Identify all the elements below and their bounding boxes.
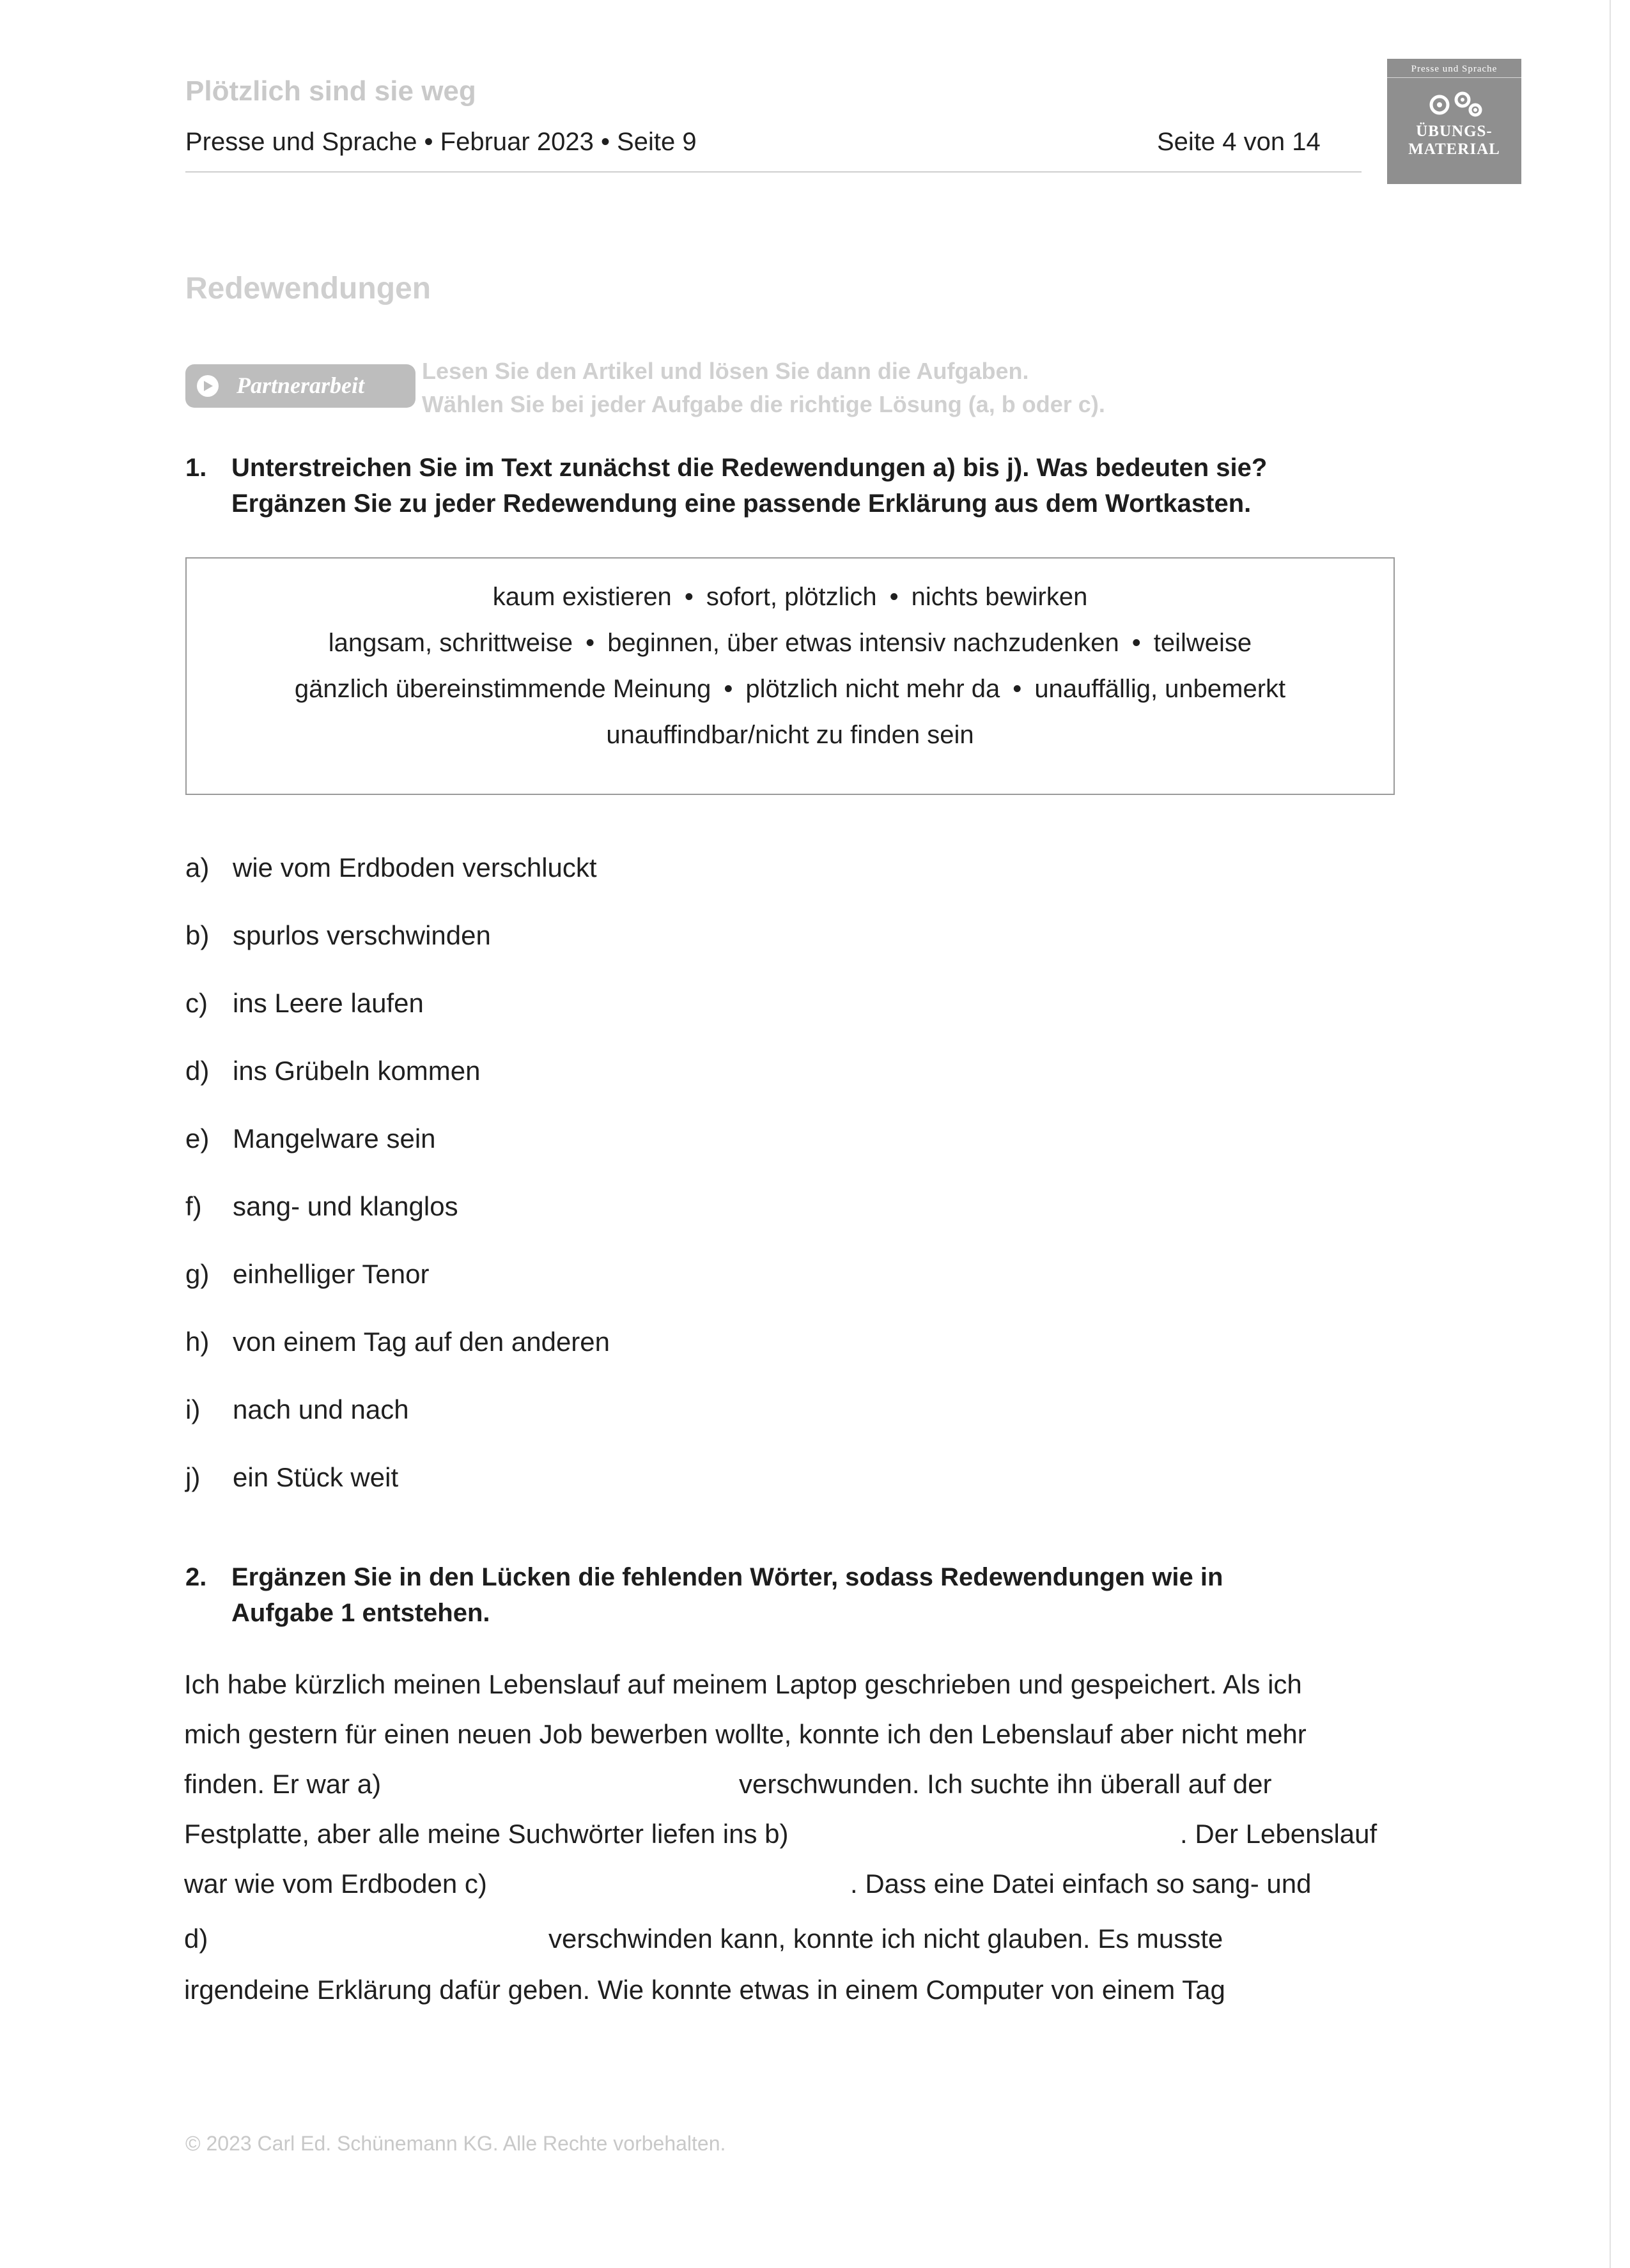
idiom-letter: b)	[185, 920, 210, 950]
cloze-line-4b: . Der Lebenslauf	[1180, 1819, 1378, 1849]
task-2-instructions	[185, 1559, 1528, 1636]
cloze-line-5b: . Dass eine Datei einfach so sang- und	[850, 1869, 1312, 1899]
idiom-letter: j)	[185, 1462, 201, 1492]
word-box-term: teilweise	[1153, 629, 1252, 657]
idiom-text: wie vom Erdboden verschluckt	[233, 852, 597, 883]
idiom-letter: c)	[185, 988, 208, 1018]
word-box-row-4	[187, 712, 1393, 758]
idiom-letter: f)	[185, 1191, 202, 1221]
series-title: Plötzlich sind sie weg	[185, 75, 476, 107]
idiom-letter: e)	[185, 1123, 210, 1153]
task-1-line-1: Unterstreichen Sie im Text zunächst die Redewendungen a) bis j). Was bedeuten sie?	[231, 454, 1268, 482]
word-box	[185, 557, 1395, 795]
word-box-term: nichts bewirken	[911, 583, 1088, 611]
cloze-line-7: irgendeine Erklärung dafür geben. Wie konnte etwas in einem Computer von einem Tag	[184, 1975, 1225, 2005]
idiom-item	[185, 1394, 409, 1425]
idiom-text: von einem Tag auf den anderen	[233, 1327, 610, 1357]
idiom-text: sang- und klanglos	[233, 1191, 458, 1221]
task-2-number: 2.	[185, 1563, 207, 1591]
partner-work-badge	[185, 364, 415, 408]
idiom-text: einhelliger Tenor	[233, 1259, 430, 1289]
idiom-letter: a)	[185, 852, 210, 883]
idiom-text: spurlos verschwinden	[233, 920, 491, 950]
word-box-term: kaum existieren	[492, 583, 672, 611]
separator-dot: •	[724, 675, 733, 703]
idiom-item	[185, 1191, 458, 1222]
word-box-row-2	[187, 620, 1393, 666]
idiom-item	[185, 1327, 610, 1357]
idiom-item	[185, 1123, 436, 1154]
idiom-item	[185, 920, 491, 951]
idiom-letter: i)	[185, 1394, 201, 1424]
separator-dot: •	[1013, 675, 1022, 703]
word-box-term: plötzlich nicht mehr da	[745, 675, 1000, 703]
idiom-item	[185, 988, 424, 1019]
idiom-text: ein Stück weit	[233, 1462, 399, 1492]
task-1-line-2: Ergänzen Sie zu jeder Redewendung eine passende Erklärung aus dem Wortkasten.	[231, 490, 1252, 518]
separator-dot: •	[889, 583, 899, 611]
cloze-line-2: mich gestern für einen neuen Job bewerben wollte, konnte ich den Lebenslauf aber nicht mehr	[184, 1719, 1307, 1749]
separator-dot: •	[586, 629, 595, 657]
idiom-text: ins Grübeln kommen	[233, 1056, 481, 1086]
bleedthrough-line-1: Lesen Sie den Artikel und lösen Sie dann die Aufgaben.	[422, 358, 1029, 384]
idiom-letter: h)	[185, 1327, 210, 1357]
cloze-line-5a: war wie vom Erdboden c)	[184, 1869, 487, 1899]
source-line: Presse und Sprache • Februar 2023 • Seite 9	[185, 128, 697, 156]
separator-dot: •	[1131, 629, 1141, 657]
word-box-term: gänzlich übereinstimmende Meinung	[294, 675, 711, 703]
idiom-text: nach und nach	[233, 1394, 409, 1424]
task-1-text	[231, 450, 1484, 521]
task-2-line-2: Aufgabe 1 entstehen.	[231, 1599, 490, 1627]
section-title: Redewendungen	[185, 272, 431, 305]
cloze-line-3b: verschwunden. Ich suchte ihn überall auf der	[739, 1769, 1272, 1799]
task-2-text	[231, 1559, 1484, 1631]
idiom-text: Mangelware sein	[233, 1123, 436, 1153]
idiom-letter: g)	[185, 1259, 210, 1289]
cloze-line-6b: verschwinden kann, konnte ich nicht glauben. Es musste	[548, 1924, 1223, 1954]
arrow-right-icon	[197, 375, 219, 397]
header-divider	[185, 171, 1362, 173]
cloze-line-1: Ich habe kürzlich meinen Lebenslauf auf meinem Laptop geschrieben und gespeichert. Als ich	[184, 1669, 1302, 1699]
separator-dot: •	[684, 583, 694, 611]
task-1-instructions	[185, 450, 1528, 527]
bleedthrough-line-2: Wählen Sie bei jeder Aufgabe die richtige Lösung (a, b oder c).	[422, 391, 1105, 417]
idiom-item	[185, 852, 597, 883]
copyright-footer: © 2023 Carl Ed. Schünemann KG. Alle Rechte vorbehalten.	[185, 2132, 726, 2155]
idiom-item	[185, 1259, 429, 1290]
word-box-row-1	[187, 574, 1393, 620]
partner-work-label: Partnerarbeit	[237, 373, 365, 398]
word-box-term: sofort, plötzlich	[706, 583, 877, 611]
page-count: Seite 4 von 14	[1157, 128, 1321, 156]
badge-label-line2: MATERIAL	[1408, 141, 1500, 158]
idiom-item	[185, 1462, 398, 1493]
task-1-number: 1.	[185, 454, 207, 482]
word-box-term: unauffindbar/nicht zu finden sein	[606, 721, 974, 749]
badge-label-line1: ÜBUNGS-	[1416, 123, 1493, 140]
idiom-letter: d)	[185, 1056, 210, 1086]
word-box-term: langsam, schrittweise	[328, 629, 573, 657]
gears-icon	[1387, 84, 1521, 123]
word-box-row-3	[187, 666, 1393, 712]
cloze-line-4a: Festplatte, aber alle meine Suchwörter liefen ins b)	[184, 1819, 789, 1849]
idiom-item	[185, 1056, 481, 1086]
cloze-line-6a: d)	[184, 1924, 208, 1954]
scan-edge	[1610, 0, 1611, 2268]
word-box-term: beginnen, über etwas intensiv nachzudenken	[607, 629, 1119, 657]
exercise-badge	[1387, 59, 1521, 184]
badge-top-text: Presse und Sprache	[1387, 64, 1521, 78]
word-box-term: unauffällig, unbemerkt	[1034, 675, 1286, 703]
cloze-line-3a: finden. Er war a)	[184, 1769, 382, 1799]
task-2-line-1: Ergänzen Sie in den Lücken die fehlenden Wörter, sodass Redewendungen wie in	[231, 1563, 1223, 1591]
idiom-text: ins Leere laufen	[233, 988, 424, 1018]
